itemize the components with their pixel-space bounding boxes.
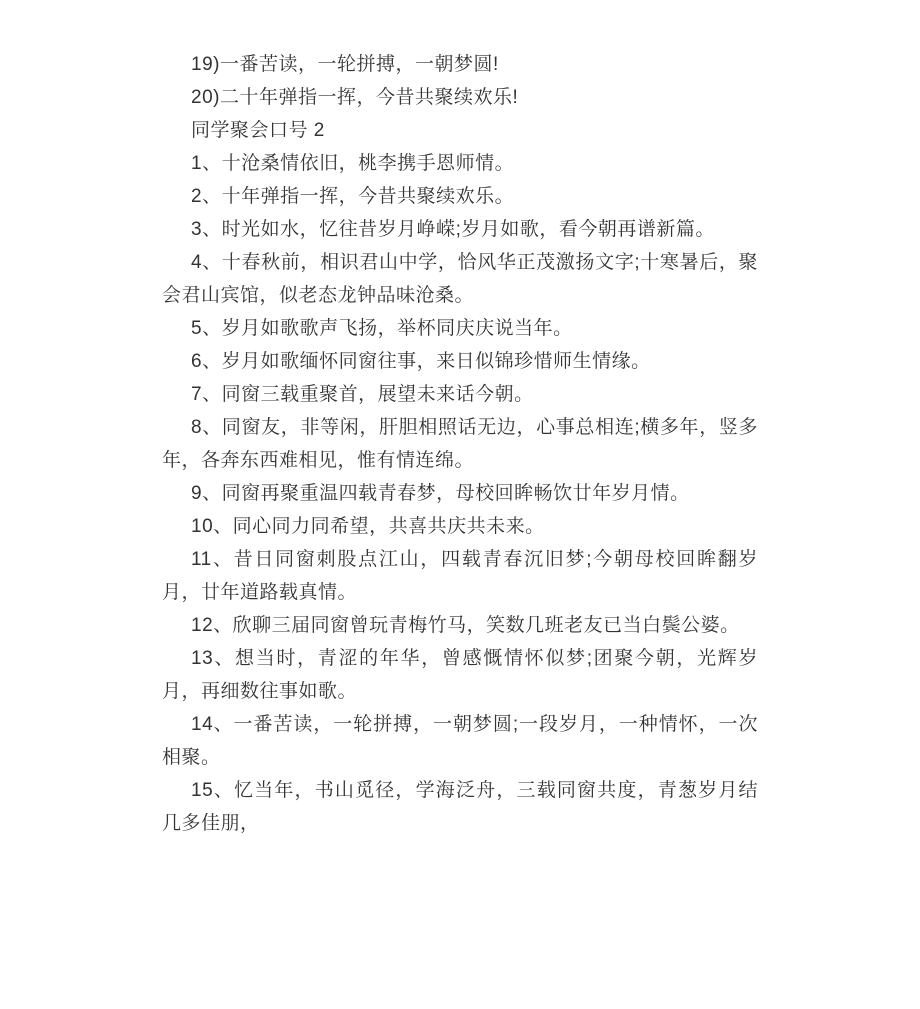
- slogan-paragraph: 19)一番苦读，一轮拼搏，一朝梦圆!: [191, 54, 499, 75]
- slogan-paragraph: 15、忆当年，书山觅径，学海泛舟，三载同窗共度，青葱岁月结几多佳朋，: [162, 780, 758, 834]
- slogan-paragraph: 12、欣聊三届同窗曾玩青梅竹马，笑数几班老友已当白鬓公婆。: [191, 615, 740, 636]
- slogan-paragraph: 6、岁月如歌缅怀同窗往事，来日似锦珍惜师生情缘。: [191, 351, 651, 372]
- slogan-paragraph: 4、十春秋前，相识君山中学，恰风华正茂激扬文字;十寒暑后，聚会君山宾馆，似老态龙钟品味沧桑。: [162, 252, 758, 306]
- slogan-paragraph: 11、昔日同窗刺股点江山，四载青春沉旧梦;今朝母校回眸翻岁月，廿年道路载真情。: [162, 549, 758, 603]
- slogan-paragraph: 5、岁月如歌歌声飞扬，举杯同庆庆说当年。: [191, 318, 573, 339]
- slogan-paragraph: 3、时光如水，忆往昔岁月峥嵘;岁月如歌，看今朝再谱新篇。: [191, 219, 715, 240]
- slogan-paragraph: 20)二十年弹指一挥，今昔共聚续欢乐!: [191, 87, 519, 108]
- slogan-paragraph: 13、想当时，青涩的年华，曾感慨情怀似梦;团聚今朝，光辉岁月，再细数往事如歌。: [162, 648, 758, 702]
- slogan-paragraph: 2、十年弹指一挥，今昔共聚续欢乐。: [191, 186, 515, 207]
- slogan-paragraph: 8、同窗友，非等闲，肝胆相照话无边，心事总相连;横多年，竖多年，各奔东西难相见，惟有情连绵。: [162, 417, 758, 471]
- slogan-paragraph: 9、同窗再聚重温四载青春梦，母校回眸畅饮廿年岁月情。: [191, 483, 690, 504]
- slogan-paragraph: 10、同心同力同希望，共喜共庆共未来。: [191, 516, 545, 537]
- document-text-block: [162, 48, 758, 840]
- slogan-paragraph: 7、同窗三载重聚首，展望未来话今朝。: [191, 384, 534, 405]
- slogan-paragraph: 14、一番苦读，一轮拼搏，一朝梦圆;一段岁月，一种情怀，一次相聚。: [162, 714, 758, 768]
- section-title: 同学聚会口号 2: [191, 120, 325, 141]
- slogan-paragraph: 1、十沧桑情依旧，桃李携手恩师情。: [191, 153, 515, 174]
